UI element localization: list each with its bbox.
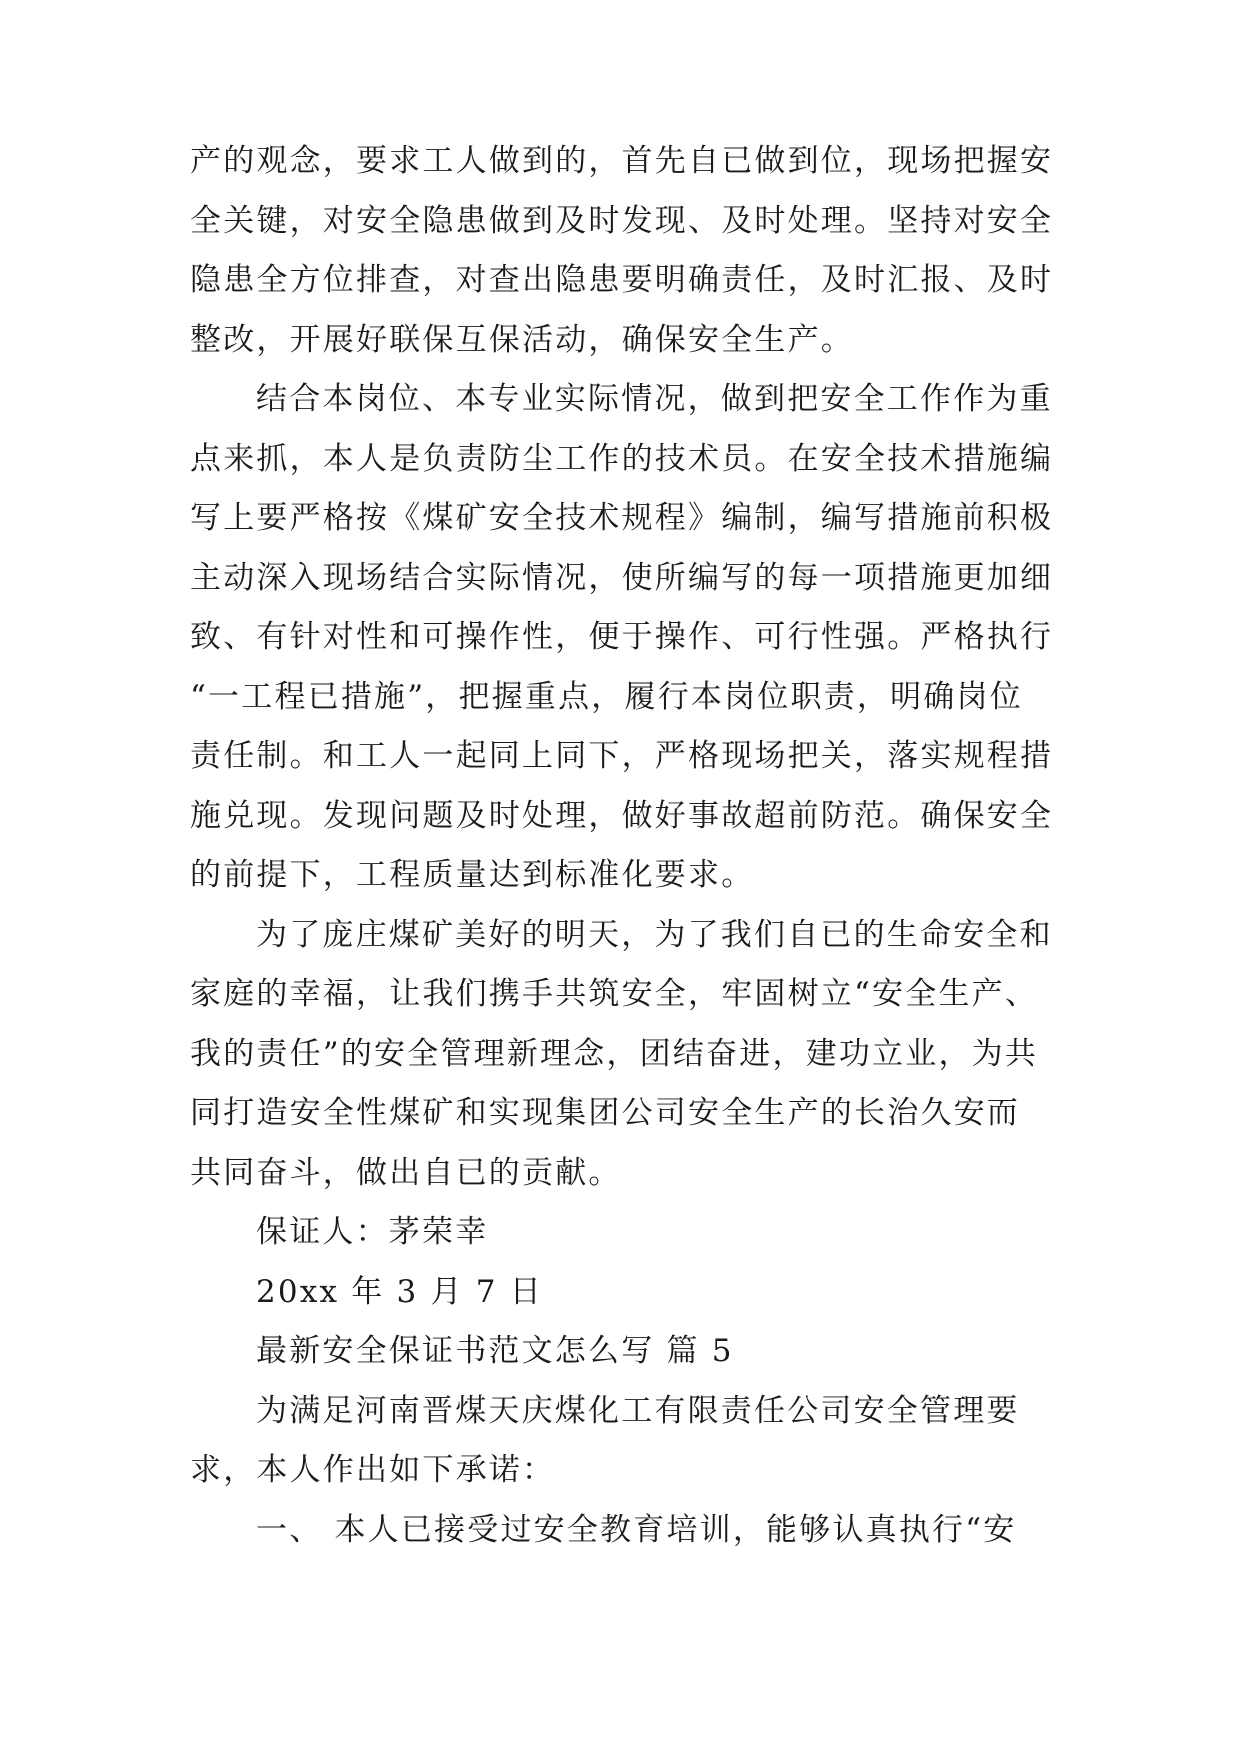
text-line-5: 结合本岗位、本专业实际情况，做到把安全工作作为重 xyxy=(256,381,1053,417)
text-line-6: 点来抓，本人是负责防尘工作的技术员。在安全技术措施编 xyxy=(190,440,1054,477)
signatory-line: 保证人：茅荣幸 xyxy=(256,1214,489,1250)
text-line-2: 全关键，对安全隐患做到及时发现、及时处理。坚持对安全 xyxy=(190,202,1054,239)
text-line-18: 共同奋斗，做出自已的贡献。 xyxy=(190,1154,622,1191)
section-heading: 最新安全保证书范文怎么写 篇 5 xyxy=(256,1333,734,1369)
text-line-4: 整改，开展好联保互保活动，确保安全生产。 xyxy=(190,321,854,358)
text-line-23: 求，本人作出如下承诺： xyxy=(190,1452,556,1488)
text-line-3: 隐患全方位排查，对查出隐患要明确责任，及时汇报、及时 xyxy=(190,262,1054,298)
text-line-17: 同打造安全性煤矿和实现集团公司安全生产的长治久安而 xyxy=(190,1095,1020,1131)
text-line-1: 产的观念，要求工人做到的，首先自已做到位，现场把握安 xyxy=(190,143,1054,179)
text-line-12: 施兑现。发现问题及时处理，做好事故超前防范。确保安全 xyxy=(190,797,1054,834)
text-line-16: 我的责任”的安全管理新理念，团结奋进，建功立业，为共 xyxy=(190,1035,1039,1072)
text-line-22: 为满足河南晋煤天庆煤化工有限责任公司安全管理要 xyxy=(256,1392,1020,1429)
date-line: 20xx 年 3 月 7 日 xyxy=(256,1273,543,1310)
text-line-11: 责任制。和工人一起同上同下，严格现场把关，落实规程措 xyxy=(190,738,1054,774)
text-line-14: 为了庞庄煤矿美好的明天，为了我们自已的生命安全和 xyxy=(256,916,1053,953)
text-line-7: 写上要严格按《煤矿安全技术规程》编制，编写措施前积极 xyxy=(190,500,1054,536)
text-line-24: 一、 本人已接受过安全教育培训，能够认真执行“安 xyxy=(256,1511,1017,1548)
text-line-15: 家庭的幸福，让我们携手共筑安全，牢固树立“安全生产、 xyxy=(190,976,1039,1012)
text-line-9: 致、有针对性和可操作性，便于操作、可行性强。严格执行 xyxy=(190,619,1054,655)
text-line-10: “一工程已措施”，把握重点，履行本岗位职责，明确岗位 xyxy=(190,678,1023,715)
document-body xyxy=(190,132,1060,1560)
text-line-8: 主动深入现场结合实际情况，使所编写的每一项措施更加细 xyxy=(190,559,1054,596)
text-line-13: 的前提下，工程质量达到标准化要求。 xyxy=(190,857,755,893)
